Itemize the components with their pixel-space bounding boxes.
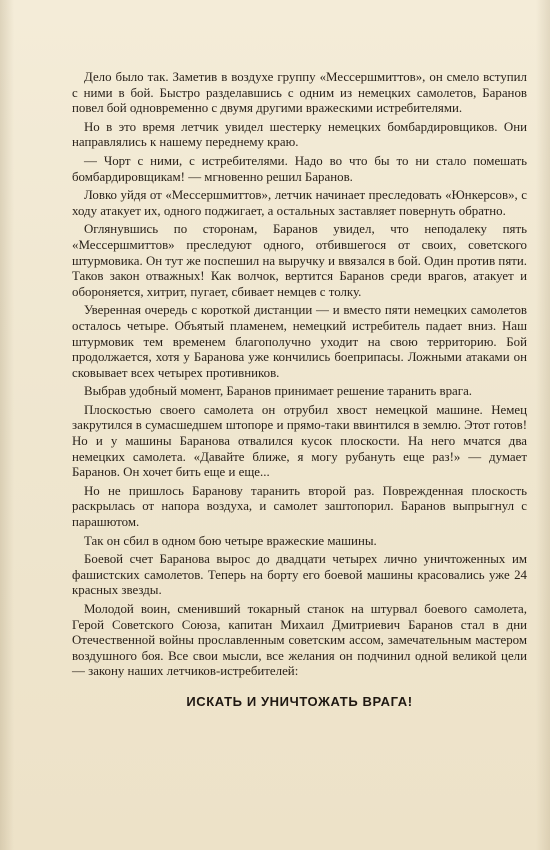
paragraph-11: Боевой счет Баранова вырос до двадцати четырех лично уничтоженных им фашистских самолетов. Теперь на борту его боевой машины красовались уже 24 красных звезды. [72,552,527,598]
paragraph-7: Выбрав удобный момент, Баранов принимает решение таранить врага. [84,384,473,399]
paragraph-1: Дело было так. Заметив в воздухе группу «Мессершмиттов», он смело вступил с ними в бой. Быстро разделавшись с одним из немецких самолетов, Баранов повел бой одновременно с двумя другими вражескими истребителями. [72,70,527,116]
article-body [72,70,527,710]
paragraph-10: Так он сбил в одном бою четыре вражеские машины. [84,533,377,548]
paragraph-5: Оглянувшись по сторонам, Баранов увидел, что неподалеку пять «Мессершмиттов» преследуют одного, отбившегося от своих, советского штурмовика. Он тут же поспешил на выручку и ввязался в бой. Один против пяти. Таков закон отважных! Как волчок, вертится Баранов среди врагов, атакует и обороняется, хитрит, пугает, сбивает немцев с толку. [72,222,527,299]
paragraph-12: Молодой воин, сменивший токарный станок на штурвал боевого самолета, Герой Советского Союза, капитан Михаил Дмитриевич Баранов стал в дни Отечественной войны прославленным советским ассом, замечательным мастером воздушного боя. Все свои мысли, все желания он подчинил одной великой цели — закону наших летчиков-истребителей: [72,602,527,679]
paragraph-6: Уверенная очередь с короткой дистанции — и вместо пяти немецких самолетов осталось четыре. Объятый пламенем, немецкий истребитель падает вниз. Наш штурмовик тем временем благополучно уходит на свою территорию. Бой продолжается, хотя у Баранова уже кончились боеприпасы. Ложными атаками он сковывает всех четырех противников. [72,303,527,380]
paragraph-3: — Чорт с ними, с истребителями. Надо во что бы то ни стало помешать бомбардировщикам! — мгновенно решил Баранов. [72,153,527,184]
closing-slogan: ИСКАТЬ И УНИЧТОЖАТЬ ВРАГА! [186,693,413,709]
paragraph-9: Но не пришлось Баранову таранить второй раз. Поврежденная плоскость раскрылась от напора воздуха, и самолет заштопорил. Баранов выпрыгнул с парашютом. [72,483,527,530]
paragraph-8: Плоскостью своего самолета он отрубил хвост немецкой машине. Немец закрутился в сумасшедшем штопоре и прямо-таки ввинтился в землю. Этот готов! Но и у машины Баранова отвалился кусок плоскости. На него мчатся два немецких самолета. «Давайте ближе, я могу рубануть еще раз!» — думает Баранов. Он хочет бить еще и еще... [72,402,527,480]
page-right-edge [536,0,550,850]
paragraph-4: Ловко уйдя от «Мессершмиттов», летчик начинает преследовать «Юнкерсов», с ходу атакует их, одного поджигает, а остальных заставляет повернуть обратно. [72,188,527,218]
page-left-edge [0,0,14,850]
paragraph-2: Но в это время летчик увидел шестерку немецких бомбардировщиков. Они направлялись к нашему переднему краю. [72,119,527,150]
